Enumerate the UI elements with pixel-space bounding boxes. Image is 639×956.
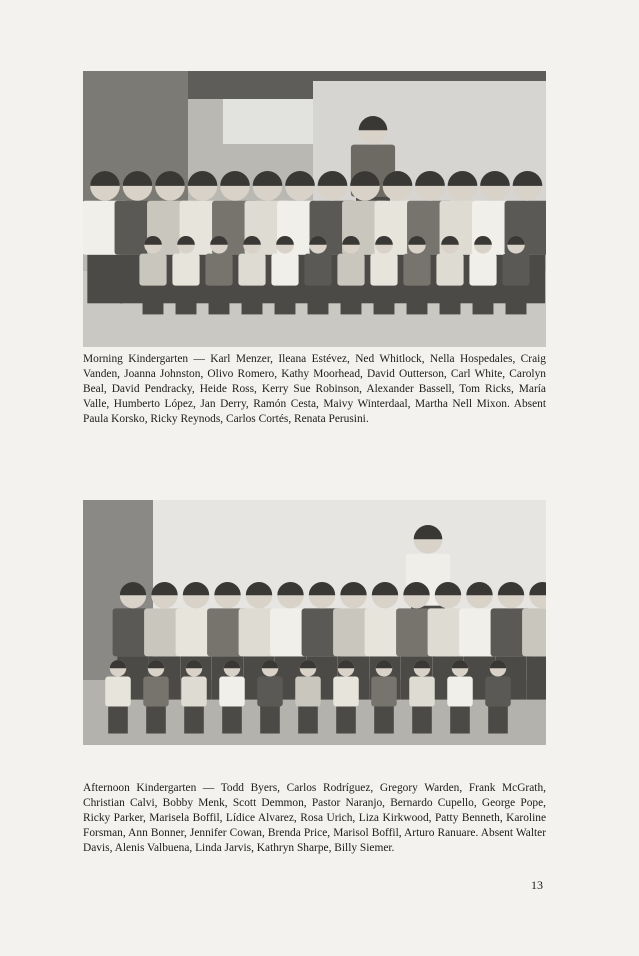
morning-class-photo xyxy=(83,71,546,347)
afternoon-class-photo xyxy=(83,500,546,745)
page-number: 13 xyxy=(531,878,543,892)
morning-photo-image xyxy=(83,71,546,347)
morning-caption: Morning Kindergarten — Karl Menzer, Ileana Estévez, Ned Whitlock, Nella Hospedales, Craig Vanden, Joanna Johnston, Olivo Romero, Kathy Moorhead, David Outterson, Carl White, Carolyn Beal, David Pendracky, Heide Ross, Kerry Sue Robinson, Alexander Bassell, Tom Ricks, María Valle, Humberto López, Jan Derry, Ramón Cesta, Maivy Winterdaal, Martha Nell Mixon. Absent Paula Korsko, Ricky Reynods, Carlos Cortés, Renata Perusini. xyxy=(83,353,546,425)
afternoon-caption: Afternoon Kindergarten — Todd Byers, Carlos Rodríguez, Gregory Warden, Frank McGrath, Christian Calvi, Bobby Menk, Scott Demmon, Pastor Naranjo, Bernardo Cupello, George Pope, Ricky Parker, Marisela Boffil, Lídice Alvarez, Rosa Urich, Liza Kirkwood, Patty Benneth, Karoline Forsman, Ann Bonner, Jennifer Cowan, Brenda Price, Marisol Boffil, Arturo Ranuare. Absent Walter Davis, Alenis Valbuena, Linda Jarvis, Kathryn Sharpe, Billy Siemer. xyxy=(83,782,546,854)
afternoon-photo-image xyxy=(83,500,546,745)
